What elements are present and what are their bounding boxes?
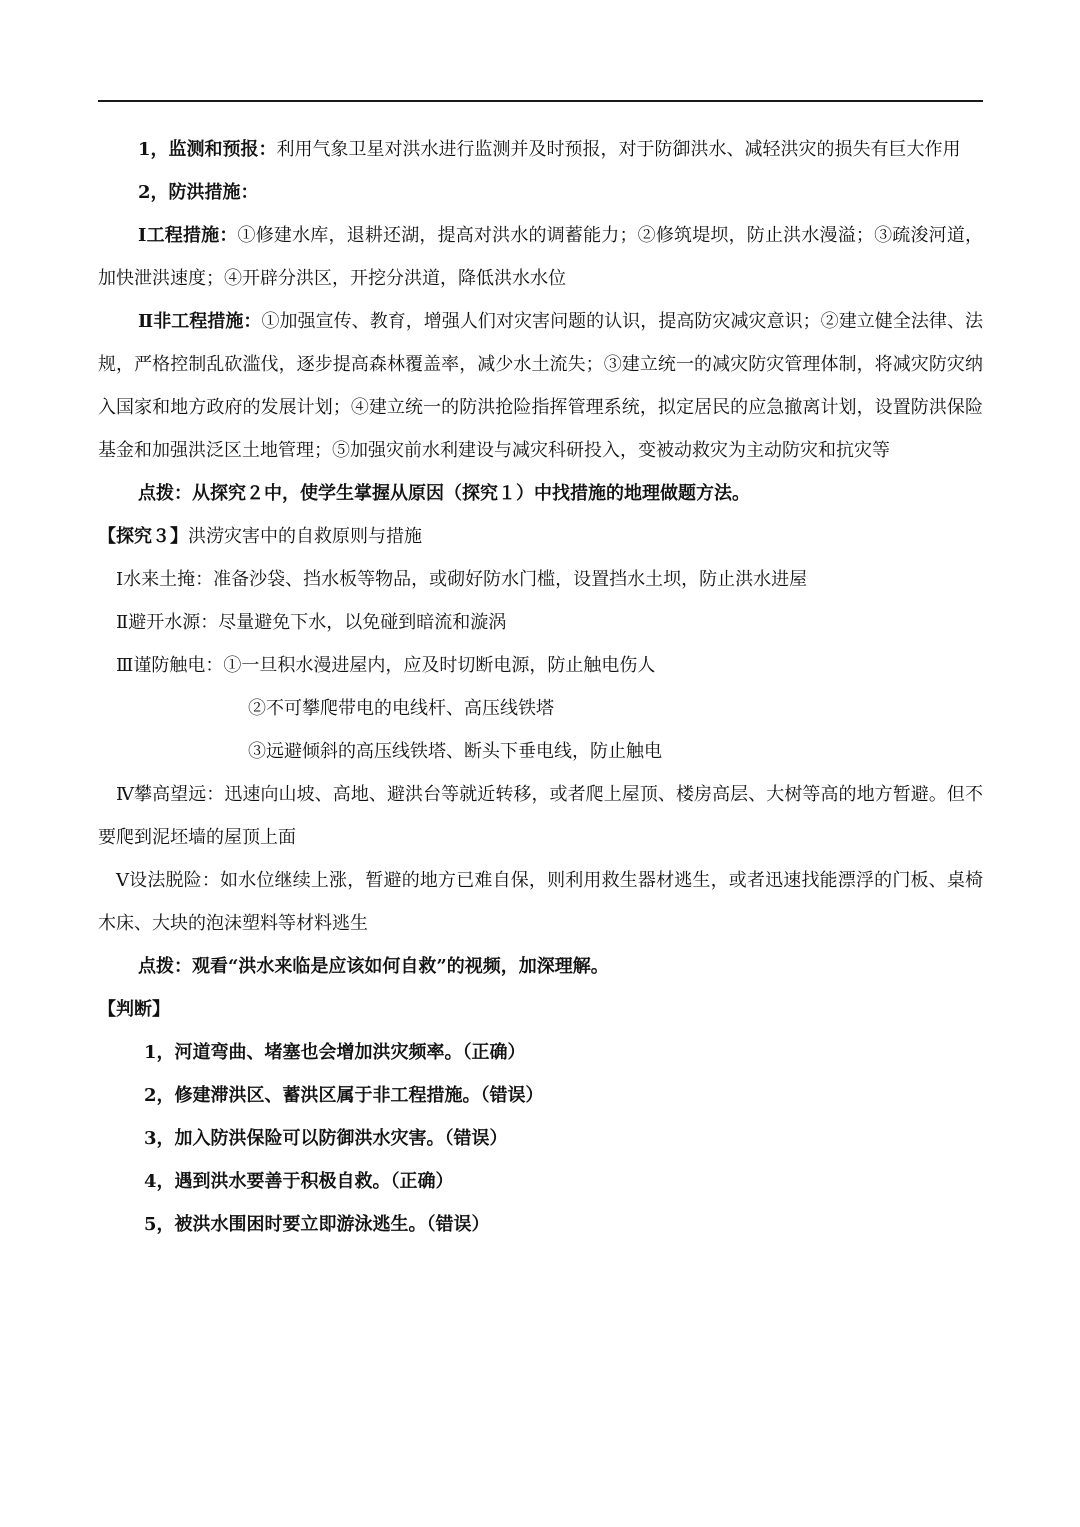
judgment-item: 5，被洪水围困时要立即游泳逃生。（错误） (144, 1214, 490, 1235)
tip-video: 点拨：观看“洪水来临是应该如何自救”的视频，加深理解。 (138, 956, 609, 977)
rescue-item-3-sub-2: ②不可攀爬带电的电线杆、高压线铁塔 (248, 698, 554, 719)
inquiry-3-tag: 【探究３】 (98, 526, 188, 547)
rescue-item-4: Ⅳ攀高望远：迅速向山坡、高地、避洪台等就近转移，或者爬上屋顶、楼房高层、大树等高的地方暂避。但不要爬到泥坯墙的屋顶上面 (98, 784, 983, 848)
judgment-item: 4，遇到洪水要善于积极自救。（正确） (144, 1171, 454, 1192)
section-monitoring-title: 1，监测和预报： (138, 139, 277, 160)
inquiry-3-heading (98, 515, 983, 558)
engineering-measures-body: ①修建水库，退耕还湖，提高对洪水的调蓄能力；②修筑堤坝，防止洪水漫溢；③疏浚河道，加快泄洪速度；④开辟分洪区，开挖分洪道，降低洪水水位 (98, 225, 984, 289)
engineering-measures-title: Ⅰ工程措施： (138, 225, 238, 246)
judgment-item: 1，河道弯曲、堵塞也会增加洪灾频率。（正确） (144, 1042, 526, 1063)
section-monitoring (98, 128, 983, 171)
judgment-title: 【判断】 (98, 999, 170, 1020)
rescue-item-1: Ⅰ水来土掩：准备沙袋、挡水板等物品，或砌好防水门槛，设置挡水土坝，防止洪水进屋 (116, 569, 808, 590)
document-body (98, 128, 983, 1246)
header-rule (98, 100, 983, 102)
judgment-item: 3，加入防洪保险可以防御洪水灾害。（错误） (144, 1128, 508, 1149)
tip-inquiry-2: 点拨：从探究２中，使学生掌握从原因（探究１）中找措施的地理做题方法。 (138, 483, 750, 504)
section-flood-control-title: 2，防洪措施： (138, 182, 259, 203)
non-engineering-measures (98, 300, 983, 472)
inquiry-3-title: 洪涝灾害中的自救原则与措施 (188, 526, 422, 547)
judgment-item: 2，修建滞洪区、蓄洪区属于非工程措施。（错误） (144, 1085, 544, 1106)
non-engineering-measures-body: ①加强宣传、教育，增强人们对灾害问题的认识，提高防灾减灾意识；②建立健全法律、法规，严格控制乱砍滥伐，逐步提高森林覆盖率，减少水土流失；③建立统一的减灾防灾管理体制，将减灾防灾纳入国家和地方政府的发展计划；④建立统一的防洪抢险指挥管理系统，拟定居民的应急撤离计划，设置防洪保险基金和加强洪泛区土地管理；⑤加强灾前水利建设与减灾科研投入，变被动救灾为主动防灾和抗灾等 (98, 311, 983, 461)
rescue-item-3: Ⅲ谨防触电：①一旦积水漫进屋内，应及时切断电源，防止触电伤人 (116, 655, 656, 676)
engineering-measures (98, 214, 983, 300)
rescue-item-2: Ⅱ避开水源：尽量避免下水，以免碰到暗流和漩涡 (116, 612, 507, 633)
rescue-item-5: Ⅴ设法脱险：如水位继续上涨，暂避的地方已难自保，则利用救生器材逃生，或者迅速找能漂浮的门板、桌椅木床、大块的泡沫塑料等材料逃生 (98, 870, 983, 934)
non-engineering-measures-title: Ⅱ非工程措施： (138, 311, 262, 332)
rescue-item-3-sub-3: ③远避倾斜的高压线铁塔、断头下垂电线，防止触电 (248, 741, 662, 762)
section-monitoring-body: 利用气象卫星对洪水进行监测并及时预报，对于防御洪水、减轻洪灾的损失有巨大作用 (276, 139, 961, 160)
